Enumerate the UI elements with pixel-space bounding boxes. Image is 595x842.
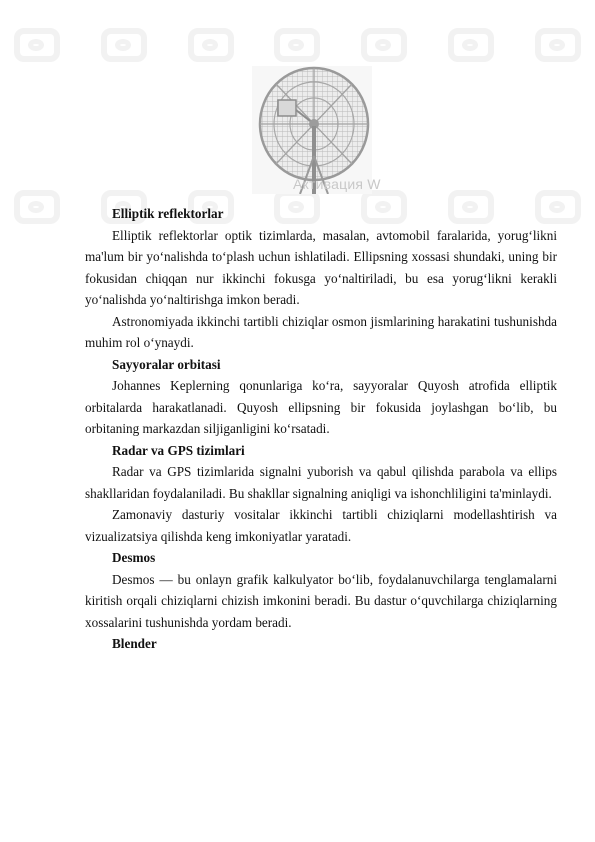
watermark-icon (448, 28, 494, 62)
watermark-icon (14, 190, 60, 224)
watermark-row-top (0, 28, 595, 68)
document-body (85, 203, 557, 655)
satellite-dish-icon (252, 66, 372, 194)
watermark-icon (14, 28, 60, 62)
watermark-icon (188, 28, 234, 62)
paragraph: Radar va GPS tizimlarida signalni yuborish va qabul qilishda parabola va ellips shakllaridan foydalaniladi. Bu shakllar signalning aniqligi va ishonchliligini ta'minlaydi. (85, 464, 557, 501)
section-heading: Blender (112, 636, 157, 651)
watermark-icon (535, 28, 581, 62)
section-heading: Sayyoralar orbitasi (112, 356, 221, 372)
activation-watermark-text: Активация W (293, 176, 381, 192)
watermark-icon (361, 28, 407, 62)
paragraph: Elliptik reflektorlar optik tizimlarda, masalan, avtomobil faralarida, yorug‘likni ma'lum bir yo‘nalishda to‘plash uchun ishlatiladi. Ellipsning xossasi shundaki, uning bir fokusidan chiqqan nur ikkinchi fokusga yo‘naltiriladi, bu esa yorug‘likni kerakli yo‘nalishda yo‘naltirishga imkon beradi. (85, 227, 557, 307)
satellite-dish-figure (252, 66, 372, 194)
section-heading: Radar va GPS tizimlari (112, 442, 245, 458)
paragraph: Astronomiyada ikkinchi tartibli chiziqlar osmon jismlarining harakatini tushunishda muhim rol o‘ynaydi. (85, 313, 557, 350)
watermark-icon (101, 28, 147, 62)
paragraph: Zamonaviy dasturiy vositalar ikkinchi tartibli chiziqlarni modellashtirish va vizualizatsiya qilishda keng imkoniyatlar yaratadi. (85, 507, 557, 544)
section-heading: Elliptik reflektorlar (112, 206, 224, 221)
paragraph: Johannes Keplerning qonunlariga ko‘ra, sayyoralar Quyosh atrofida elliptik orbitalarda harakatlanadi. Quyosh ellipsning bir fokusida joylashgan bo‘lib, bu orbitaning markazdan siljiganligini ko‘rsatadi. (85, 378, 557, 436)
section-heading: Desmos (112, 550, 156, 565)
paragraph: Desmos — bu onlayn grafik kalkulyator bo‘lib, foydalanuvchilarga tenglamalarni kiritish orqali chiziqlarni chizish imkonini beradi. Bu dastur o‘quvchilarga chiziqlarning xossalarini tushunishda yordam beradi. (85, 571, 557, 630)
watermark-icon (274, 28, 320, 62)
